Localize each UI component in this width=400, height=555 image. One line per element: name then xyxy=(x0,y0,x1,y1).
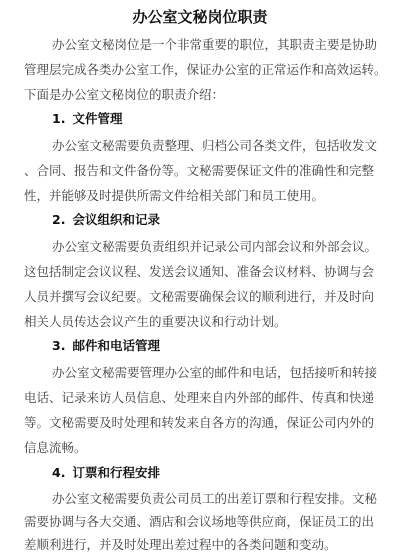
section-line: 相关人员传达会议产生的重要决议和行动计划。 xyxy=(24,314,287,329)
section-heading-text: 邮件和电话管理 xyxy=(72,338,160,353)
section-heading-text: 会议组织和记录 xyxy=(72,212,160,227)
page-title: 办公室文秘岗位职责 xyxy=(132,8,268,26)
section-heading xyxy=(52,463,160,483)
section-number: 1. xyxy=(52,111,66,126)
section-number: 3. xyxy=(52,338,66,353)
section-line: 这包括制定会议议程、发送会议通知、准备会议材料、协调与会 xyxy=(24,264,375,279)
section-line: 需要协调与各大交通、酒店和会议场地等供应商，保证员工的出 xyxy=(24,514,375,529)
section-line: 等。文秘需要及时处理和转发来自各方的沟通，保证公司内外的 xyxy=(24,415,375,430)
section-number: 2. xyxy=(52,212,66,227)
section-line: 人员并撰写会议纪要。文秘需要确保会议的顺利进行，并及时向 xyxy=(24,289,375,304)
intro-line: 下面是办公室文秘岗位的职责介绍： xyxy=(24,87,225,102)
section-line: 办公室文秘需要负责公司员工的出差订票和行程安排。文秘 xyxy=(52,491,378,506)
intro-line: 管理层完成各类办公室工作，保证办公室的正常运作和高效运转。 xyxy=(24,62,387,77)
section-line: 、合同、报告和文件备份等。文秘需要保证文件的准确性和完整 xyxy=(24,163,375,178)
section-line: 性，并能够及时提供所需文件给相关部门和员工使用。 xyxy=(24,188,325,203)
section-line: 差顺利进行，并及时处理出差过程中的各类问题和变动。 xyxy=(24,537,337,552)
intro-line: 办公室文秘岗位是一个非常重要的职位，其职责主要是协助 xyxy=(52,37,378,52)
section-line: 办公室文秘需要负责组织并记录公司内部会议和外部会议。 xyxy=(52,239,378,254)
section-heading xyxy=(52,210,160,230)
section-line: 信息流畅。 xyxy=(24,440,87,455)
section-heading-text: 订票和行程安排 xyxy=(72,465,160,480)
section-line: 办公室文秘需要管理办公室的邮件和电话，包括接听和转接 xyxy=(52,365,378,380)
section-number: 4. xyxy=(52,465,66,480)
section-heading-text: 文件管理 xyxy=(72,111,123,126)
section-line: 办公室文秘需要负责整理、归档公司各类文件，包括收发文 xyxy=(52,138,378,153)
section-heading xyxy=(52,109,122,129)
section-line: 电话、记录来访人员信息、处理来自内外部的邮件、传真和快递 xyxy=(24,390,375,405)
section-heading xyxy=(52,336,160,356)
